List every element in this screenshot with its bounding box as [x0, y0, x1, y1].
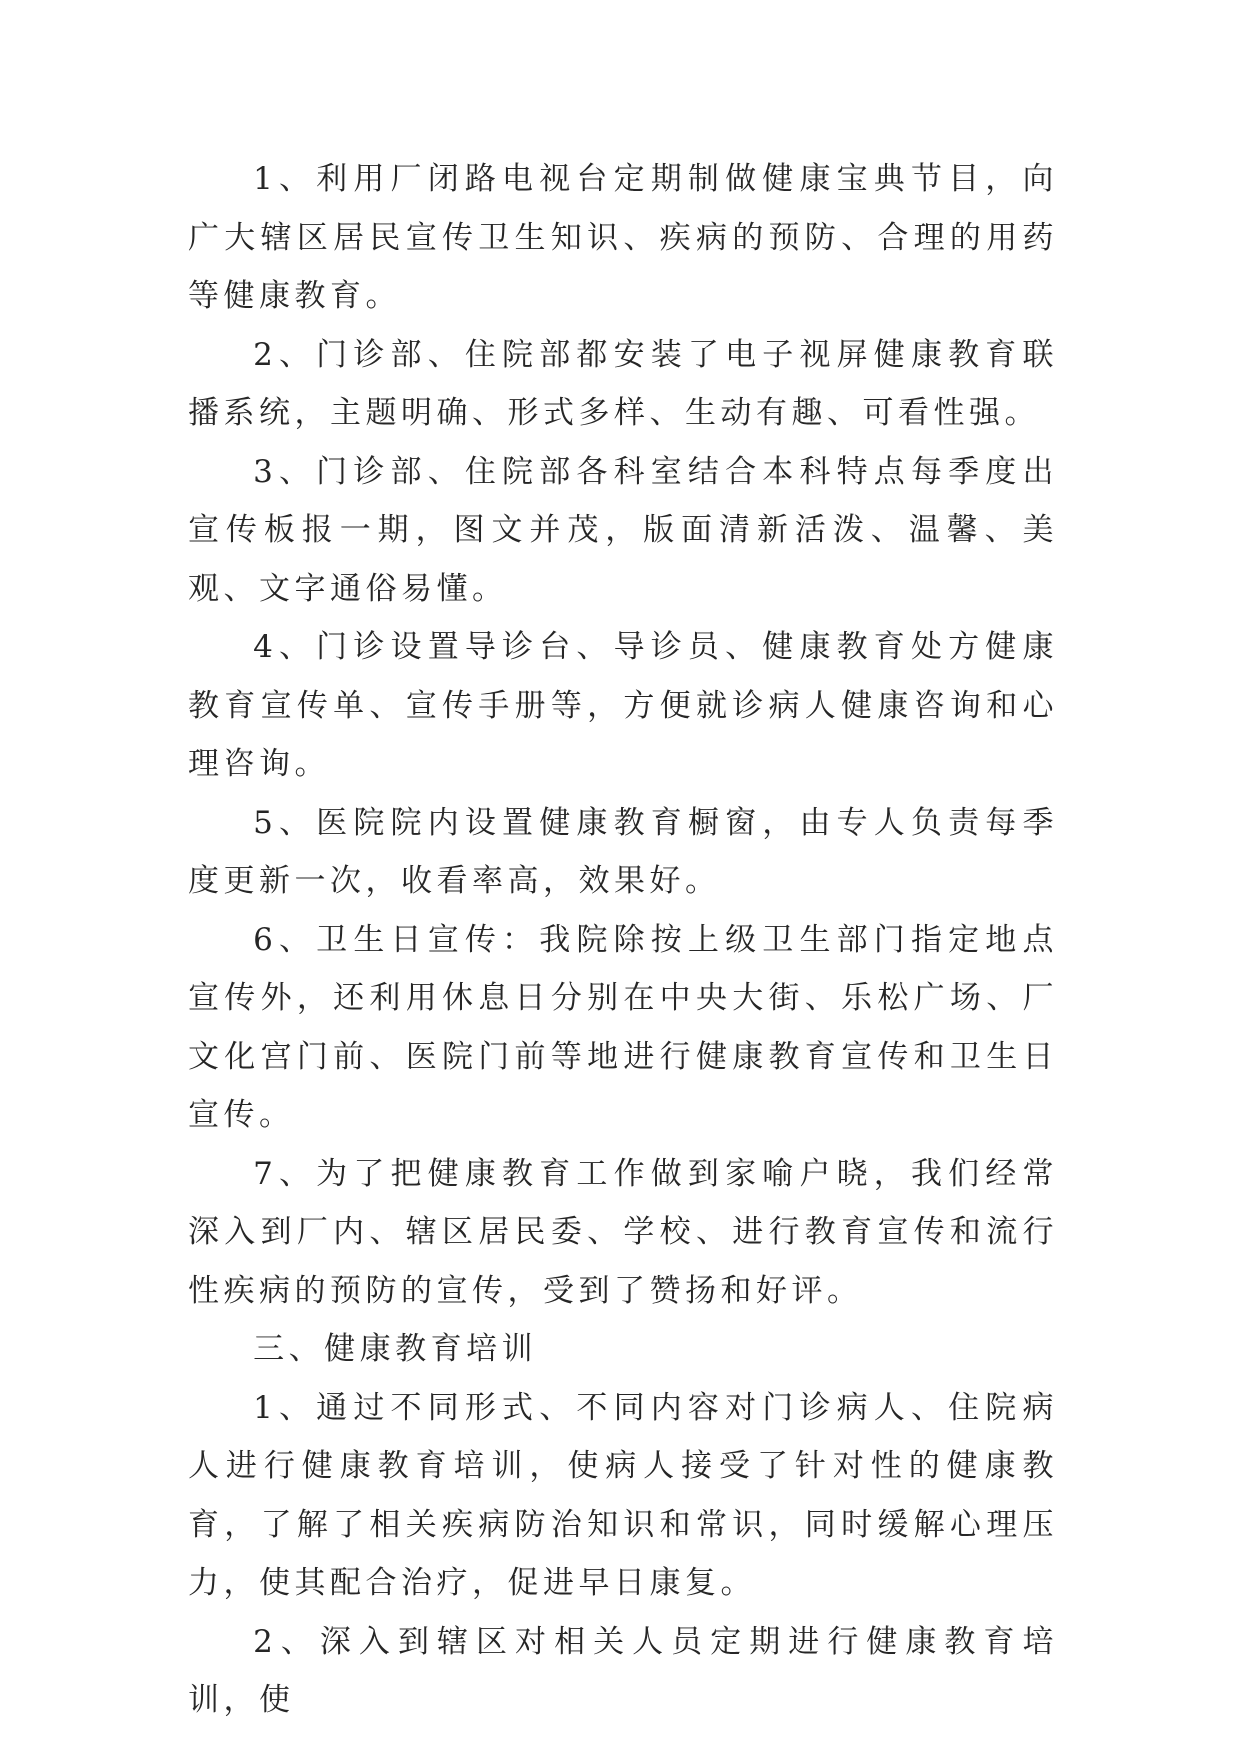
- paragraph-training-1: 1、通过不同形式、不同内容对门诊病人、住院病人进行健康教育培训，使病人接受了针对性的健康教育，了解了相关疾病防治知识和常识，同时缓解心理压力，使其配合治疗，促进早日康复。: [188, 1389, 1058, 1601]
- paragraph-item-4: 4、门诊设置导诊台、导诊员、健康教育处方健康教育宣传单、宣传手册等，方便就诊病人健康咨询和心理咨询。: [188, 629, 1058, 782]
- paragraph-item-3: 3、门诊部、住院部各科室结合本科特点每季度出宣传板报一期，图文并茂，版面清新活泼、温馨、美观、文字通俗易懂。: [188, 453, 1058, 607]
- paragraph-item-7: 7、为了把健康教育工作做到家喻户晓，我们经常深入到厂内、辖区居民委、学校、进行教育宣传和流行性疾病的预防的宣传，受到了赞扬和好评。: [188, 1155, 1058, 1309]
- paragraph-item-5: 5、医院院内设置健康教育橱窗，由专人负责每季度更新一次，收看率高，效果好。: [188, 804, 1058, 899]
- section-heading: 三、健康教育培训: [253, 1331, 538, 1367]
- paragraph-item-1: 1、利用厂闭路电视台定期制做健康宝典节目，向广大辖区居民宣传卫生知识、疾病的预防、合理的用药等健康教育。: [188, 161, 1058, 314]
- paragraph-training-2: 2、深入到辖区对相关人员定期进行健康教育培训，使: [188, 1623, 1058, 1718]
- paragraph-item-2: 2、门诊部、住院部都安装了电子视屏健康教育联播系统，主题明确、形式多样、生动有趣、可看性强。: [188, 336, 1058, 431]
- document-body: [188, 150, 1058, 1730]
- paragraph-item-6: 6、卫生日宣传：我院除按上级卫生部门指定地点宣传外，还利用休息日分别在中央大街、乐松广场、厂文化宫门前、医院门前等地进行健康教育宣传和卫生日宣传。: [188, 921, 1058, 1133]
